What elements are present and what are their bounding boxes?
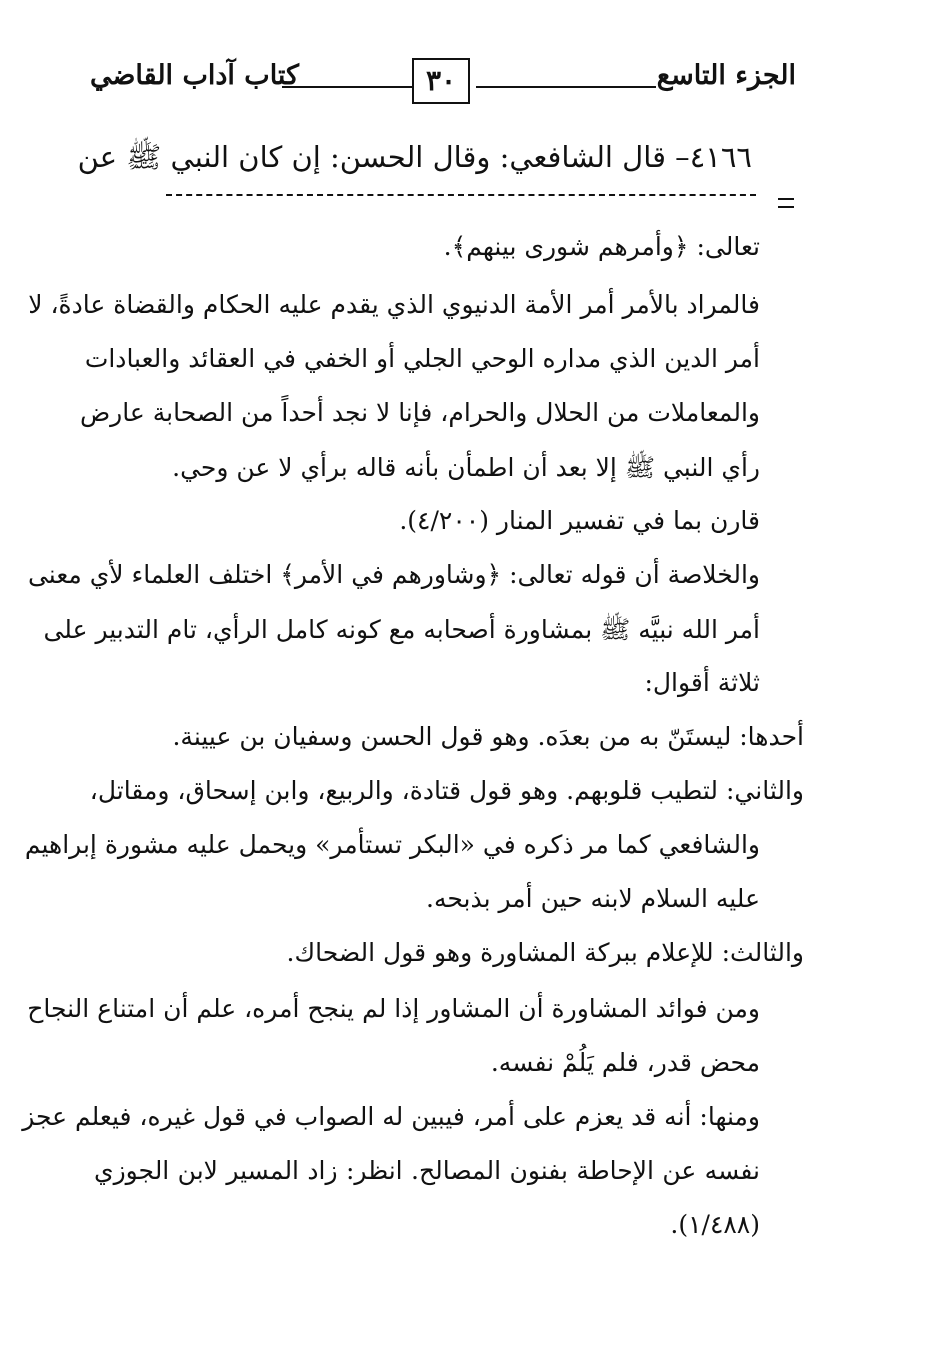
running-header-volume: الجزء التاسع xyxy=(656,60,796,91)
body-line: ومن فوائد المشاورة أن المشاور إذا لم ينجح أمره، علم أن امتناع النجاح xyxy=(27,994,760,1023)
body-line: فالمراد بالأمر أمر الأمة الدنيوي الذي يقدم عليه الحكام والقضاة عادةً، لا xyxy=(28,290,760,319)
body-line: رأي النبي ﷺ إلا بعد أن اطمأن بأنه قاله برأي لا عن وحي. xyxy=(172,453,760,482)
footnote-heading: ٤١٦٦– قال الشافعي: وقال الحسن: إن كان النبي ﷺ عن xyxy=(77,140,752,174)
body-line: والمعاملات من الحلال والحرام، فإنا لا نجد أحداً من الصحابة عارض xyxy=(79,398,760,427)
body-line: تعالى: ﴿وأمرهم شورى بينهم﴾. xyxy=(443,232,760,261)
page-number: ٣٠ xyxy=(412,58,470,104)
body-line: والثالث: للإعلام ببركة المشاورة وهو قول الضحاك. xyxy=(286,938,804,967)
double-bar-mark-bottom xyxy=(778,206,794,208)
body-line: محض قدر، فلم يَلُمْ نفسه. xyxy=(490,1048,760,1077)
running-header-book-title: كتاب آداب القاضي xyxy=(90,60,299,91)
body-line: قارن بما في تفسير المنار (٤/٢٠٠). xyxy=(399,506,760,535)
body-line: ومنها: أنه قد يعزم على أمر، فيبين له الصواب في قول غيره، فيعلم عجز xyxy=(22,1102,760,1131)
double-bar-mark-top xyxy=(778,198,794,200)
header-rule-left xyxy=(282,86,412,88)
body-line: نفسه عن الإحاطة بفنون المصالح. انظر: زاد المسير لابن الجوزي xyxy=(94,1156,760,1185)
body-line: والشافعي كما مر ذكره في «البكر تستأمر» ويحمل عليه مشورة إبراهيم xyxy=(24,830,760,859)
body-line: عليه السلام لابنه حين أمر بذبحه. xyxy=(426,884,760,913)
header-rule-right xyxy=(476,86,656,88)
dashed-separator xyxy=(166,194,756,196)
body-line: والخلاصة أن قوله تعالى: ﴿وشاورهم في الأمر﴾ اختلف العلماء لأي معنى xyxy=(27,560,760,589)
body-line: أمر الدين الذي مداره الوحي الجلي أو الخفي في العقائد والعبادات xyxy=(84,344,760,373)
body-line: أمر الله نبيَّه ﷺ بمشاورة أصحابه مع كونه كامل الرأي، تام التدبير على xyxy=(43,615,760,644)
body-line: أحدها: ليستَنّ به من بعدَه. وهو قول الحسن وسفيان بن عيينة. xyxy=(172,722,804,751)
body-line: (١/٤٨٨). xyxy=(670,1210,760,1239)
body-line: والثاني: لتطيب قلوبهم. وهو قول قتادة، والربيع، وابن إسحاق، ومقاتل، xyxy=(89,776,804,805)
body-line: ثلاثة أقوال: xyxy=(644,668,760,697)
